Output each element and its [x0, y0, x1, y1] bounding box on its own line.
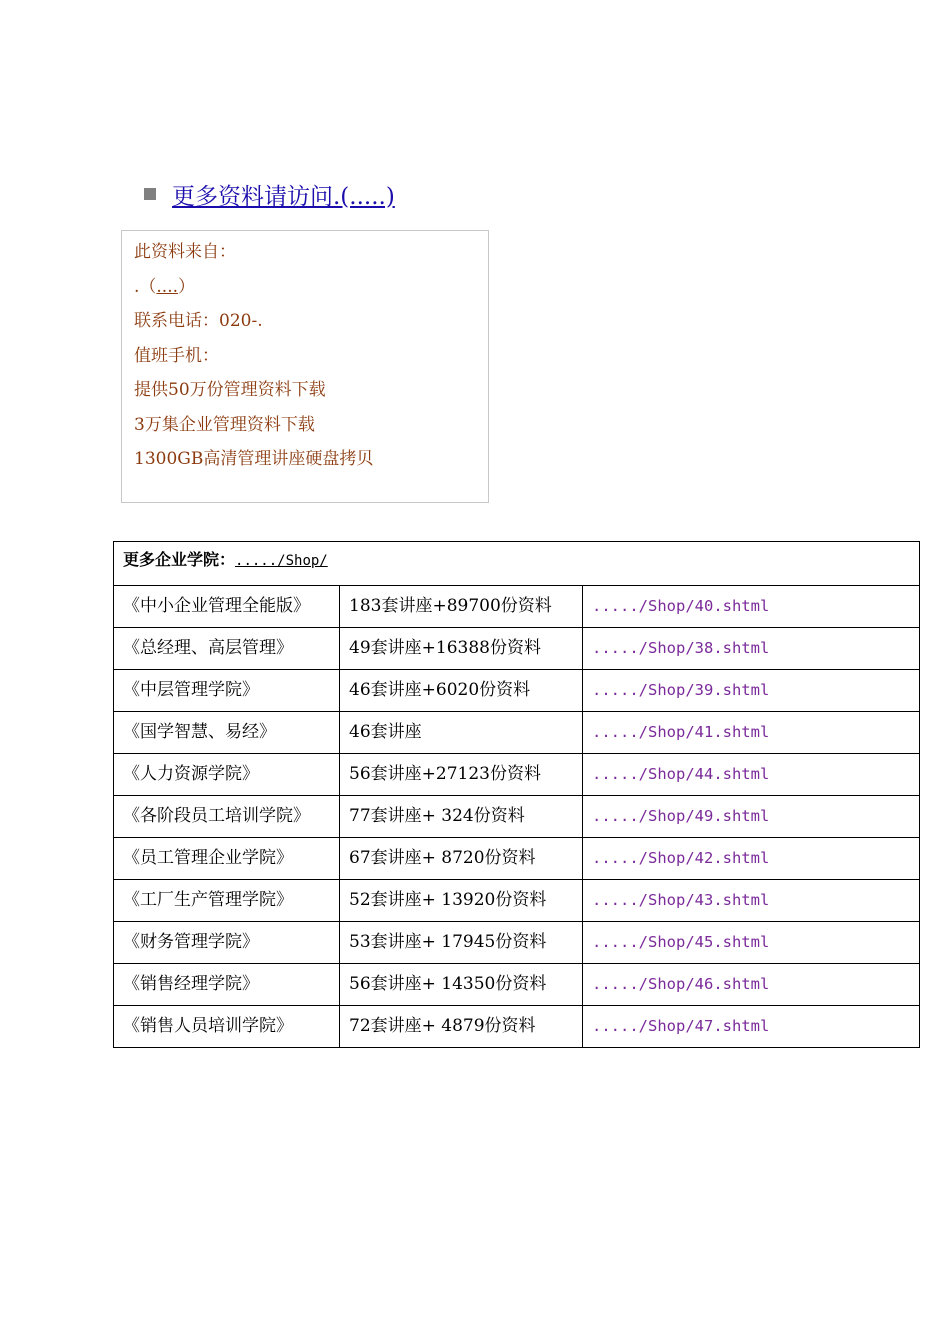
table-row [114, 712, 920, 754]
feature-line-2: 3万集企业管理资料下载 [134, 414, 315, 435]
shop-table [113, 541, 920, 1048]
table-header-label: 更多企业学院： [123, 550, 236, 569]
course-url[interactable]: ...../Shop/43.shtml [583, 880, 920, 922]
course-url[interactable]: ...../Shop/40.shtml [583, 586, 920, 628]
course-url[interactable]: ...../Shop/45.shtml [583, 922, 920, 964]
source-prefix: .（ [134, 276, 157, 297]
table-row [114, 628, 920, 670]
course-name: 《国学智慧、易经》 [114, 712, 340, 754]
course-url[interactable]: ...../Shop/44.shtml [583, 754, 920, 796]
table-header-cell [114, 542, 920, 586]
source-link[interactable]: .... [156, 276, 179, 297]
course-content: 183套讲座+89700份资料 [340, 586, 583, 628]
source-info-box [121, 230, 489, 503]
table-row [114, 880, 920, 922]
course-content: 52套讲座+ 13920份资料 [340, 880, 583, 922]
course-url[interactable]: ...../Shop/49.shtml [583, 796, 920, 838]
table-row [114, 1006, 920, 1048]
course-content: 72套讲座+ 4879份资料 [340, 1006, 583, 1048]
course-name: 《各阶段员工培训学院》 [114, 796, 340, 838]
table-header-row [114, 542, 920, 586]
table-row [114, 670, 920, 712]
table-row [114, 964, 920, 1006]
course-name: 《销售人员培训学院》 [114, 1006, 340, 1048]
course-content: 77套讲座+ 324份资料 [340, 796, 583, 838]
feature-line-1: 提供50万份管理资料下载 [134, 380, 326, 400]
table-row [114, 754, 920, 796]
course-url[interactable]: ...../Shop/42.shtml [583, 838, 920, 880]
course-name: 《总经理、高层管理》 [114, 628, 340, 670]
phone-line: 联系电话：020-. [134, 311, 263, 331]
course-name: 《工厂生产管理学院》 [114, 880, 340, 922]
course-content: 67套讲座+ 8720份资料 [340, 838, 583, 880]
mobile-line: 值班手机： [134, 345, 219, 366]
table-row [114, 838, 920, 880]
course-name: 《销售经理学院》 [114, 964, 340, 1006]
more-resources-link[interactable]: 更多资料请访问.(.....) [172, 183, 395, 210]
course-url[interactable]: ...../Shop/38.shtml [583, 628, 920, 670]
table-row [114, 586, 920, 628]
course-content: 46套讲座 [340, 712, 583, 754]
table-row [114, 922, 920, 964]
feature-line-3: 1300GB高清管理讲座硬盘拷贝 [134, 449, 374, 469]
course-content: 46套讲座+6020份资料 [340, 670, 583, 712]
course-name: 《员工管理企业学院》 [114, 838, 340, 880]
course-name: 《财务管理学院》 [114, 922, 340, 964]
course-content: 56套讲座+27123份资料 [340, 754, 583, 796]
course-content: 53套讲座+ 17945份资料 [340, 922, 583, 964]
course-name: 《人力资源学院》 [114, 754, 340, 796]
course-url[interactable]: ...../Shop/41.shtml [583, 712, 920, 754]
course-name: 《中小企业管理全能版》 [114, 586, 340, 628]
page-heading [144, 176, 395, 212]
table-header-link[interactable]: ...../Shop/ [235, 553, 328, 569]
source-link-line [134, 270, 488, 305]
course-url[interactable]: ...../Shop/47.shtml [583, 1006, 920, 1048]
square-bullet-icon [144, 188, 156, 200]
table-row [114, 796, 920, 838]
course-name: 《中层管理学院》 [114, 670, 340, 712]
course-content: 49套讲座+16388份资料 [340, 628, 583, 670]
course-url[interactable]: ...../Shop/46.shtml [583, 964, 920, 1006]
course-content: 56套讲座+ 14350份资料 [340, 964, 583, 1006]
course-url[interactable]: ...../Shop/39.shtml [583, 670, 920, 712]
source-close: ） [178, 276, 196, 297]
source-label: 此资料来自： [134, 242, 236, 262]
